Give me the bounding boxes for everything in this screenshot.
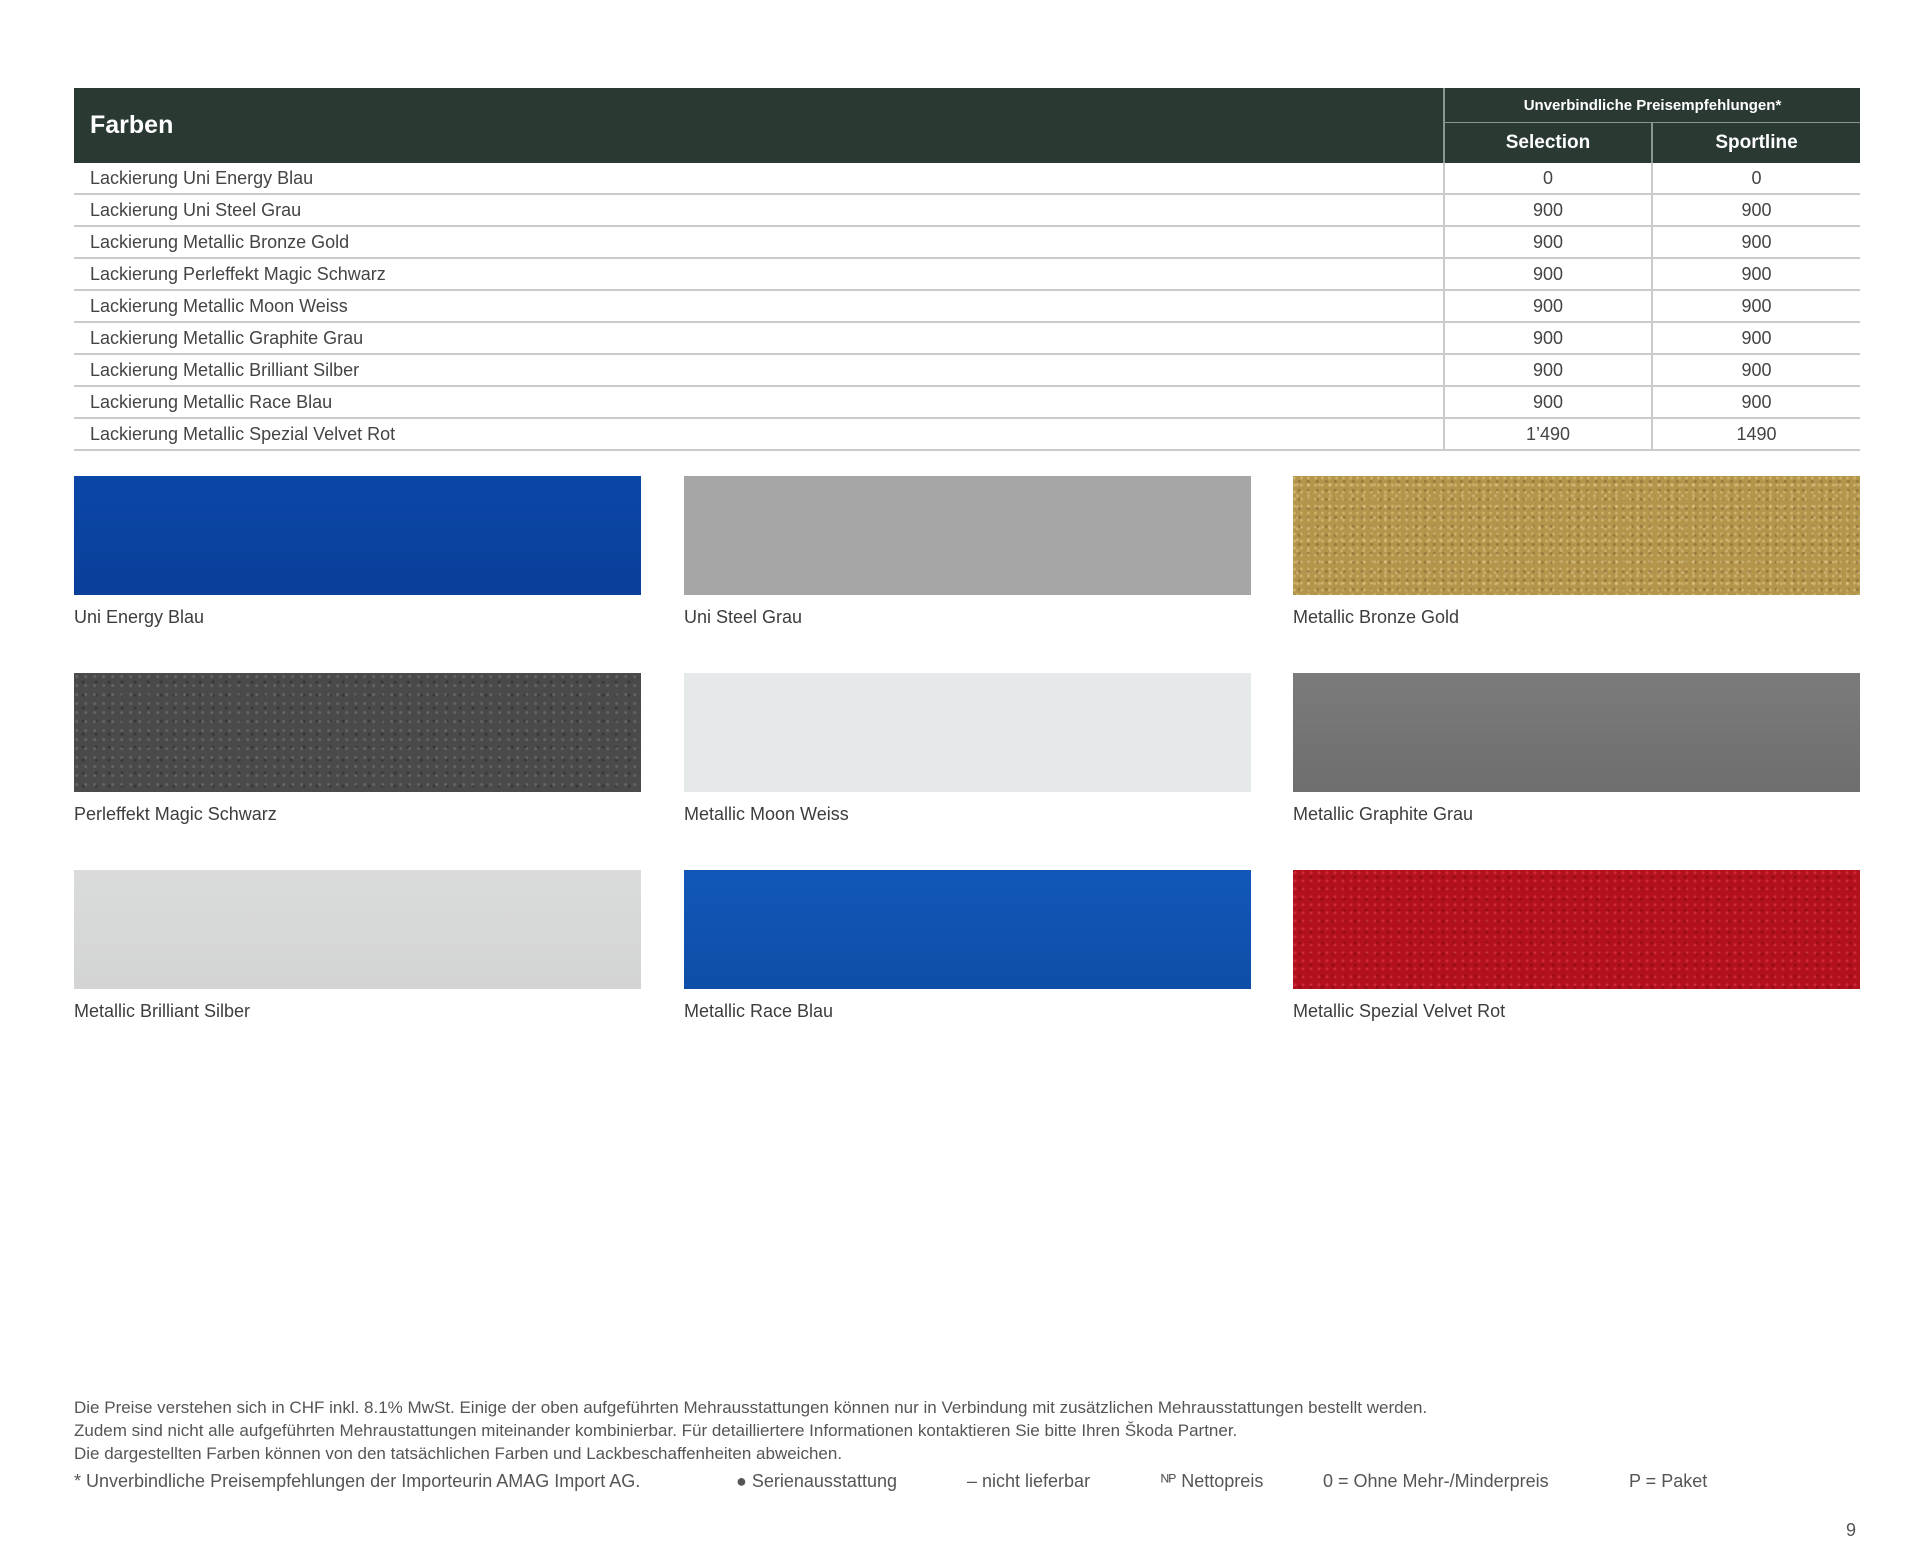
swatch-color [1293,476,1860,595]
footer-notes [74,1396,1860,1465]
row-sportline-price: 900 [1652,290,1860,322]
price-group-header: Unverbindliche Preisempfehlungen* [1444,88,1860,123]
row-name: Lackierung Metallic Race Blau [74,386,1444,418]
table-row [74,226,1860,258]
swatch-label: Uni Steel Grau [684,607,803,627]
swatch-metallic-bronze-gold [1293,476,1860,628]
row-sportline-price: 900 [1652,194,1860,226]
row-sportline-price: 900 [1652,386,1860,418]
footer-note: Die Preise verstehen sich in CHF inkl. 8.1% MwSt. Einige der oben aufgeführten Mehrausstattungen können nur in Verbindung mit zusätzlichen Mehrausstattungen bestellt werden. [74,1398,1428,1417]
swatch-metallic-brilliant-silber [74,870,641,1022]
row-name: Lackierung Metallic Brilliant Silber [74,354,1444,386]
row-sportline-price: 1490 [1652,418,1860,450]
swatch-label: Metallic Bronze Gold [1293,607,1460,627]
footer-note: Die dargestellten Farben können von den tatsächlichen Farben und Lackbeschaffenheiten abweichen. [74,1444,843,1463]
row-selection-price: 900 [1444,322,1652,354]
column-header-selection: Selection [1444,123,1652,164]
row-selection-price: 900 [1444,226,1652,258]
table-row [74,322,1860,354]
swatch-metallic-moon-weiss [684,673,1251,825]
row-selection-price: 900 [1444,194,1652,226]
table-row [74,418,1860,450]
swatch-uni-energy-blau [74,476,641,628]
legend-package: P = Paket [1629,1471,1708,1491]
legend-importer-note: * Unverbindliche Preisempfehlungen der Importeurin AMAG Import AG. [74,1471,641,1491]
row-sportline-price: 900 [1652,258,1860,290]
table-title: Farben [74,88,1444,163]
swatch-color [1293,673,1860,792]
swatch-color [74,870,641,989]
row-sportline-price: 900 [1652,322,1860,354]
row-selection-price: 900 [1444,290,1652,322]
swatch-color [684,476,1251,595]
swatch-metallic-race-blau [684,870,1251,1022]
column-header-sportline: Sportline [1652,123,1860,164]
swatch-color [684,870,1251,989]
table-row [74,290,1860,322]
swatch-label: Metallic Moon Weiss [684,804,849,824]
swatch-label: Metallic Brilliant Silber [74,1001,251,1021]
table-row [74,258,1860,290]
row-name: Lackierung Perleffekt Magic Schwarz [74,258,1444,290]
swatch-label: Metallic Spezial Velvet Rot [1293,1001,1506,1021]
row-sportline-price: 0 [1652,163,1860,194]
row-selection-price: 900 [1444,386,1652,418]
table-row [74,354,1860,386]
row-name: Lackierung Uni Steel Grau [74,194,1444,226]
swatch-label: Metallic Graphite Grau [1293,804,1474,824]
row-selection-price: 900 [1444,258,1652,290]
legend-not-available: – nicht lieferbar [967,1471,1091,1491]
swatch-label: Uni Energy Blau [74,607,205,627]
row-selection-price: 900 [1444,354,1652,386]
footer-legend [74,1471,1860,1495]
row-name: Lackierung Metallic Bronze Gold [74,226,1444,258]
row-name: Lackierung Metallic Spezial Velvet Rot [74,418,1444,450]
row-name: Lackierung Metallic Graphite Grau [74,322,1444,354]
swatch-metallic-spezial-velvet-rot [1293,870,1860,1022]
swatch-color [74,476,641,595]
row-name: Lackierung Uni Energy Blau [74,163,1444,194]
row-sportline-price: 900 [1652,226,1860,258]
swatch-color [684,673,1251,792]
legend-standard: ● Serienausstattung [736,1471,897,1491]
swatch-perleffekt-magic-schwarz [74,673,641,825]
table-row [74,163,1860,194]
table-row [74,386,1860,418]
swatch-uni-steel-grau [684,476,1251,628]
legend-net-price: ᴺᴾ Nettopreis [1161,1471,1264,1491]
page-number: 9 [1845,1520,1856,1540]
footer-note: Zudem sind nicht alle aufgeführten Mehraustattungen miteinander kombinierbar. Für detailliertere Informationen kontaktieren Sie bitte Ihren Škoda Partner. [74,1421,1238,1440]
swatch-metallic-graphite-grau [1293,673,1860,825]
swatch-label: Perleffekt Magic Schwarz [74,804,277,824]
row-sportline-price: 900 [1652,354,1860,386]
table-row [74,194,1860,226]
row-name: Lackierung Metallic Moon Weiss [74,290,1444,322]
swatch-color [1293,870,1860,989]
legend-no-surcharge: 0 = Ohne Mehr-/Minderpreis [1323,1471,1549,1491]
row-selection-price: 1’490 [1444,418,1652,450]
swatch-label: Metallic Race Blau [684,1001,834,1021]
swatch-color [74,673,641,792]
row-selection-price: 0 [1444,163,1652,194]
color-price-table [74,88,1860,451]
